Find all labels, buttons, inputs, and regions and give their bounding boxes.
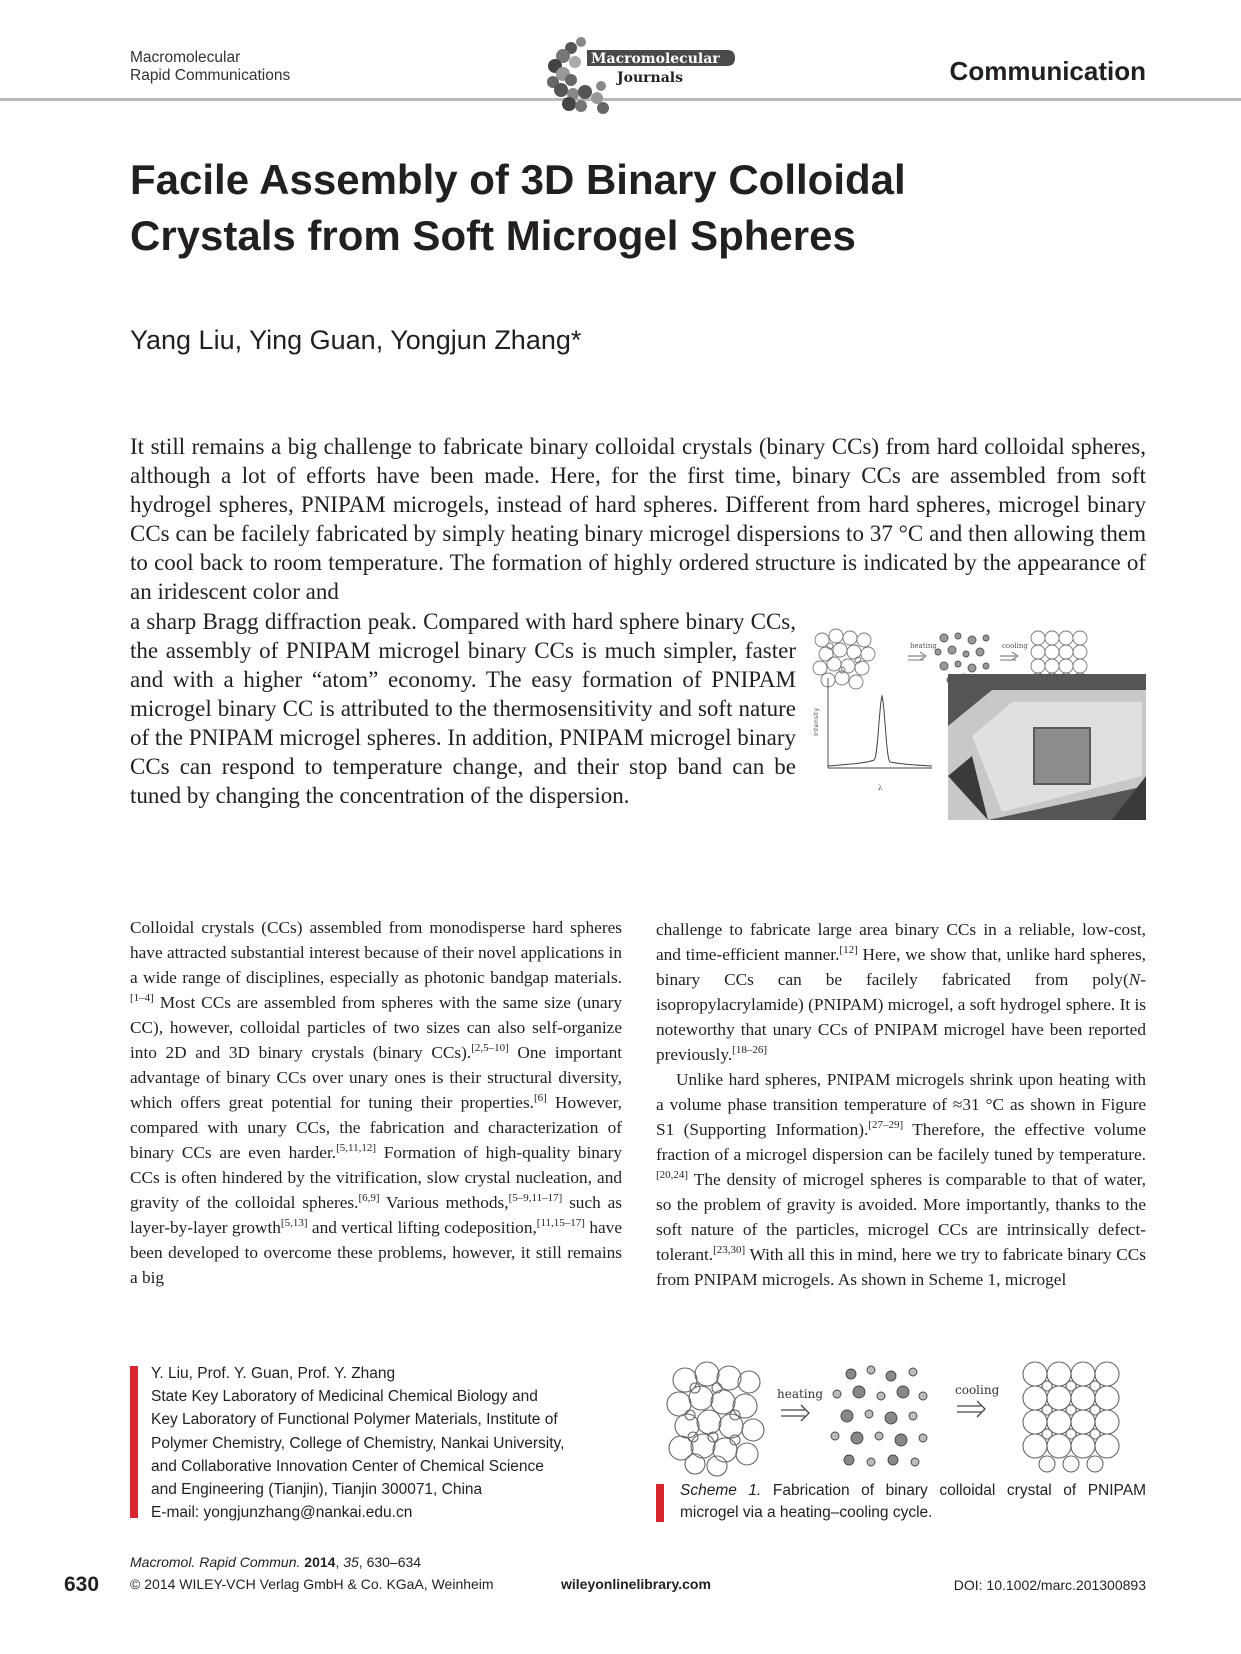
caption-text: Fabrication of binary colloidal crystal of PNIPAM microgel via a heating–cooling cycle. (680, 1482, 1146, 1521)
journal-name-line1: Macromolecular (130, 49, 241, 66)
body-text: One important advantage of binary CCs over unary ones is their structural diversity, which offers great potential for tuning their properties. (130, 1043, 623, 1112)
publisher-logo (541, 34, 741, 116)
reference-link[interactable]: [20,24] (656, 1169, 689, 1182)
journal-name (130, 49, 290, 85)
publisher-link[interactable]: wileyonlinelibrary.com (561, 1576, 711, 1592)
section-label: Communication (949, 56, 1146, 86)
reference-link[interactable]: [6] (534, 1092, 547, 1105)
journal-name-line2: Rapid Communications (130, 67, 291, 84)
reference-link[interactable]: [1–4] (130, 992, 154, 1005)
body-text: However, compared with unary CCs, the fabrication and characterization of binary CCs are even harder. (130, 1093, 622, 1162)
cooling-label: cooling (955, 1383, 1000, 1397)
caption-label: Scheme 1. (680, 1482, 762, 1499)
affiliation-line: and Engineering (Tianjin), Tianjin 300071, China (151, 1481, 483, 1499)
reference-link[interactable]: [2,5–10] (471, 1042, 509, 1055)
logo-text: Macromolecular (591, 51, 720, 67)
affiliation-line: Key Laboratory of Functional Polymer Materials, Institute of (151, 1411, 558, 1429)
reference-link[interactable]: [5,13] (280, 1217, 308, 1230)
scheme-1-figure (665, 1360, 1151, 1480)
toc-cooling-label: cooling (1002, 642, 1028, 650)
body-column-left (130, 915, 622, 1290)
reference-link[interactable]: [27–29] (868, 1119, 904, 1132)
scheme-caption (680, 1480, 1146, 1524)
arrow-right-icon (957, 1401, 985, 1417)
toc-xlabel: λ (878, 784, 883, 792)
reference-link[interactable]: [18–26] (732, 1044, 767, 1057)
body-text: Colloidal crystals (CCs) assembled from monodisperse hard spheres have attracted substantial interest because of their novel applications in a wide range of disciplines, especially as photonic bandgap materials. (130, 918, 622, 987)
reference-link[interactable]: [5–9,11–17] (508, 1192, 563, 1205)
citation-volume: 35 (343, 1554, 359, 1570)
logo-subtext: Journals (617, 70, 683, 86)
body-text: Various methods, (379, 1193, 509, 1212)
body-text: Most CCs are assembled from spheres with the same size (unary CC), however, colloidal particles of two sizes can also self-organize into 2D and 3D binary crystals (binary CCs). (130, 993, 622, 1062)
abstract-part1: It still remains a big challenge to fabricate binary colloidal crystals (binary CCs) from hard colloidal spheres, although a lot of efforts have been made. Here, for the first time, binary CCs are assembled from soft hydrogel spheres, PNIPAM microgels, instead of hard spheres. Different from hard spheres, microgel binary CCs can be facilely fabricated by simply heating binary microgel dispersions to 37 °C and then allowing them to cool back to room temperature. The formation of highly ordered structure is indicated by the appearance of an iridescent color and (130, 434, 1146, 604)
reference-link[interactable]: [23,30] (713, 1244, 746, 1257)
toc-spectrum (812, 678, 932, 792)
copyright: © 2014 WILEY-VCH Verlag GmbH & Co. KGaA, Weinheim (130, 1576, 494, 1592)
reference-link[interactable]: [5,11,12] (336, 1142, 377, 1155)
citation: Macromol. Rapid Commun. 2014, 35, 630–634 (130, 1554, 422, 1570)
body-text: have been developed to overcome these problems, however, it still remains a big (130, 1218, 622, 1287)
body-column-right (656, 917, 1146, 1292)
affiliation-line: Polymer Chemistry, College of Chemistry, Nankai University, (151, 1434, 565, 1452)
abstract-part2: a sharp Bragg diffraction peak. Compared with hard sphere binary CCs, the assembly of PNIPAM microgel binary CCs is much simpler, faster and with a higher “atom” economy. The easy formation of PNIPAM microgel binary CC is attributed to the thermosensitivity and soft nature of the PNIPAM microgel spheres. In addition, PNIPAM microgel binary CCs can respond to temperature change, and their stop band can be tuned by changing the concentration of the dispersion. (130, 609, 796, 808)
affiliation-line: State Key Laboratory of Medicinal Chemical Biology and (151, 1388, 538, 1406)
toc-ylabel: Intensity (812, 707, 820, 736)
reference-link[interactable]: [11,15–17] (536, 1217, 585, 1230)
reference-link[interactable]: [6,9] (358, 1192, 380, 1205)
article-title (130, 152, 1080, 264)
page-number: 630 (64, 1573, 100, 1596)
affiliation-line: and Collaborative Innovation Center of Chemical Science (151, 1457, 544, 1475)
citation-pages: , 630–634 (358, 1554, 422, 1570)
body-text: Therefore, the effective volume fraction of a microgel dispersion can be facilely tuned by temperature. (656, 1120, 1146, 1164)
affiliation-email[interactable]: E-mail: yongjunzhang@nankai.edu.cn (151, 1504, 413, 1522)
toc-graphic (812, 626, 1146, 822)
reference-link[interactable]: [12] (839, 944, 858, 957)
binary-dispersion-cluster (813, 629, 875, 689)
binary-crystal-cluster (1023, 1362, 1119, 1472)
body-text: challenge to fabricate large area binary CCs in a reliable, low-cost, and time-efficient manner. (656, 920, 1146, 964)
toc-photo (948, 674, 1146, 820)
body-text: Unlike hard spheres, PNIPAM microgels shrink upon heating with a volume phase transition temperature of ≈31 °C as shown in Figure S1 (Supporting Information). (656, 1070, 1146, 1139)
body-text: Here, we show that, unlike hard spheres, binary CCs can be facilely fabricated from poly( (656, 945, 1147, 989)
caption-accent-bar (656, 1484, 664, 1522)
body-text: With all this in mind, here we try to fabricate binary CCs from PNIPAM microgels. As shown in Scheme 1, microgel (656, 1245, 1146, 1289)
body-text: Formation of high-quality binary CCs is often hindered by the vitrification, slow crystal nucleation, and gravity of the colloidal spheres. (130, 1143, 622, 1212)
citation-year: 2014 (304, 1554, 336, 1570)
affiliation-block (151, 1362, 621, 1524)
affiliation-authors: Y. Liu, Prof. Y. Guan, Prof. Y. Zhang (151, 1365, 396, 1382)
body-text: The density of microgel spheres is comparable to that of water, so the problem of gravity is avoided. More importantly, thanks to the soft nature of the particles, microgel CCs are intrinsically defect-tolerant. (656, 1170, 1146, 1264)
citation-journal: Macromol. Rapid Commun. (130, 1554, 301, 1570)
binary-dispersion-cluster (667, 1362, 764, 1476)
author-list: Yang Liu, Ying Guan, Yongjun Zhang* (130, 325, 582, 355)
affiliation-accent-bar (130, 1366, 138, 1518)
arrow-right-icon (781, 1405, 809, 1421)
doi-link[interactable]: DOI: 10.1002/marc.201300893 (953, 1577, 1146, 1593)
title-line1: Facile Assembly of 3D Binary Colloidal (130, 156, 906, 203)
title-line2: Crystals from Soft Microgel Spheres (130, 212, 856, 259)
toc-heating-label: heating (910, 642, 937, 650)
body-text: such as layer-by-layer growth (130, 1193, 622, 1237)
body-text: and vertical lifting codeposition, (307, 1218, 537, 1237)
body-text: -isopropylacrylamide) (PNIPAM) microgel, a soft hydrogel sphere. It is noteworthy that unary CCs of PNIPAM microgel have been reported previously. (656, 970, 1146, 1064)
italic-text: N (1128, 970, 1141, 989)
heating-label: heating (777, 1387, 824, 1401)
heated-dispersion (831, 1366, 927, 1466)
molecule-icon (547, 37, 609, 114)
